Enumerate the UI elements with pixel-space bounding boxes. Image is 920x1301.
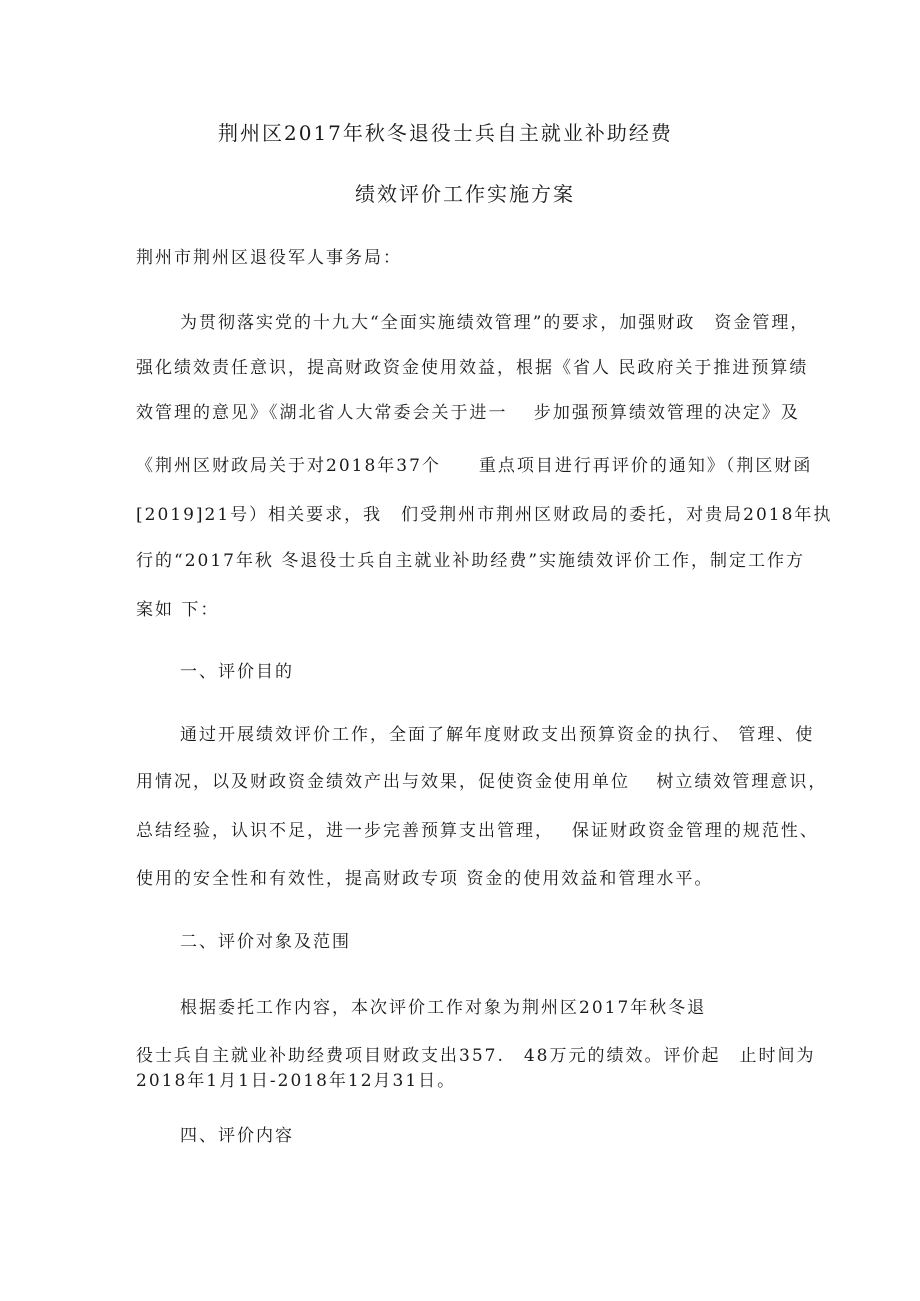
paragraph-line: 《荆州区财政局关于对2018年37个 重点项目进行再评价的通知》（荆区财函	[136, 456, 813, 476]
paragraph-line: 使用的安全性和有效性，提高财政专项 资金的使用效益和管理水平。	[136, 869, 714, 889]
paragraph-line: 总结经验，认识不足，进一步完善预算支出管理， 保证财政资金管理的规范性、	[136, 821, 819, 841]
paragraph-line: 行的“2017年秋 冬退役士兵自主就业补助经费”实施绩效评价工作，制定工作方	[136, 551, 806, 571]
paragraph-line: 强化绩效责任意识，提高财政资金使用效益，根据《省人 民政府关于推进预算绩	[136, 358, 809, 378]
document-title-line1: 荆州区2017年秋冬退役士兵自主就业补助经费	[218, 121, 673, 145]
paragraph-line: 2018年1月1日-2018年12月31日。	[136, 1071, 457, 1091]
paragraph-line: [2019]21号）相关要求，我 们受荆州市荆州区财政局的委托，对贵局2018年执	[136, 505, 833, 525]
section-heading: 四、评价内容	[180, 1126, 294, 1146]
paragraph-line: 效管理的意见》《湖北省人大常委会关于进一 步加强预算绩效管理的决定》及	[136, 403, 800, 423]
section-heading: 一、评价目的	[180, 662, 294, 682]
paragraph-line: 通过开展绩效评价工作，全面了解年度财政支出预算资金的执行、 管理、使	[180, 725, 815, 745]
paragraph-line: 役士兵自主就业补助经费项目财政支出357. 48万元的绩效。评价起 止时间为	[136, 1046, 816, 1066]
paragraph-line: 案如 下：	[136, 600, 220, 620]
paragraph-line: 根据委托工作内容，本次评价工作对象为荆州区2017年秋冬退	[180, 998, 707, 1018]
section-heading: 二、评价对象及范围	[180, 932, 351, 952]
document-title-line2: 绩效评价工作实施方案	[355, 182, 575, 206]
paragraph-line: 用情况，以及财政资金绩效产出与效果，促使资金使用单位 树立绩效管理意识，	[136, 772, 828, 792]
addressee: 荆州市荆州区退役军人事务局：	[136, 248, 402, 268]
paragraph-line: 为贯彻落实党的十九大“全面实施绩效管理”的要求，加强财政 资金管理，	[180, 313, 810, 333]
